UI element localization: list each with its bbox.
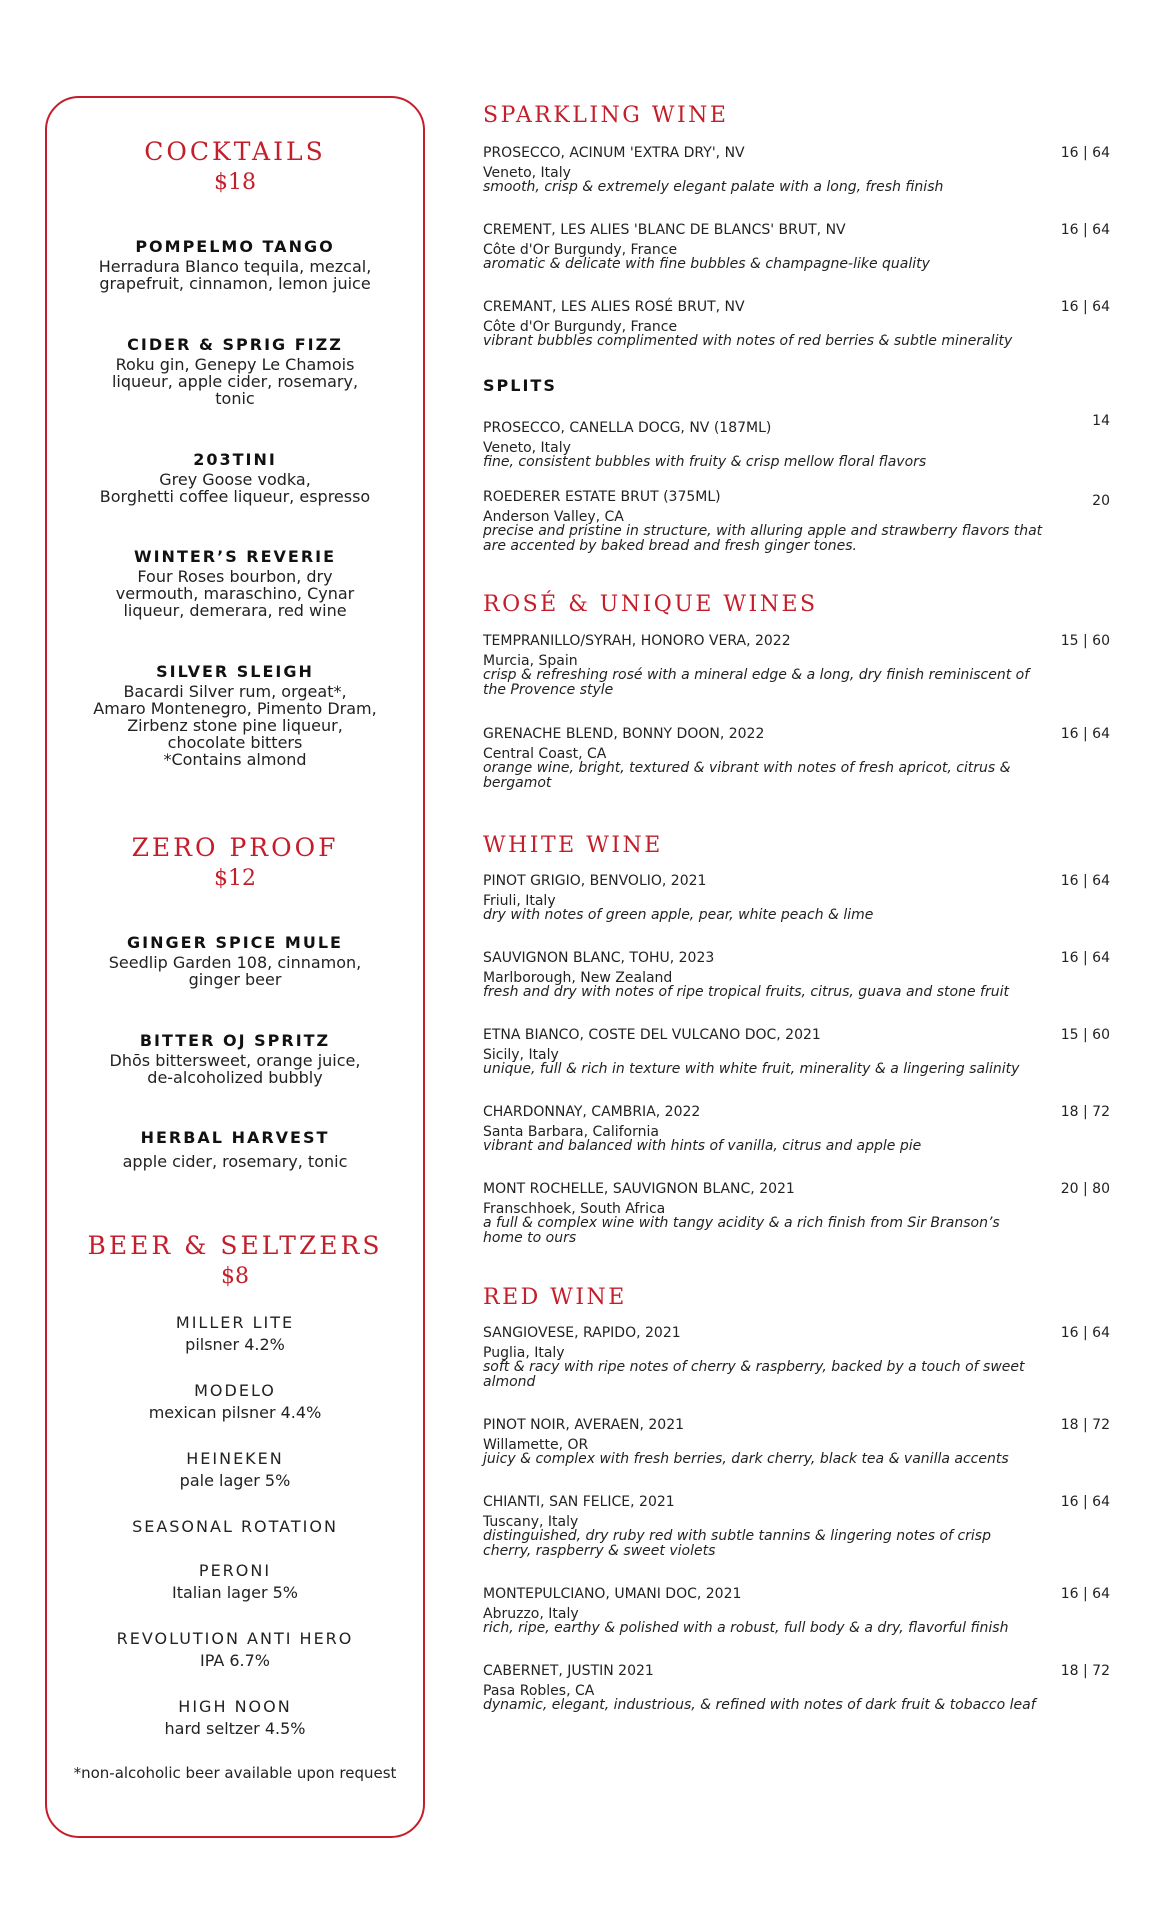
wine-description: vibrant and balanced with hints of vanilla, citrus and apple pie (483, 1138, 922, 1154)
wine-name: MONT ROCHELLE, SAUVIGNON BLANC, 2021 (483, 1181, 795, 1197)
zero-proof-title: ZERO PROOF (131, 833, 339, 862)
cocktail-item (45, 449, 425, 505)
cocktail-item (45, 661, 425, 768)
wine-region: Veneto, Italy (483, 440, 571, 456)
wine-region: Abruzzo, Italy (483, 1606, 579, 1622)
wine-price: 16 | 64 (1060, 873, 1110, 889)
wine-name: PROSECCO, CANELLA DOCG, NV (187ML) (483, 420, 772, 436)
rose-section-title: ROSÉ & UNIQUE WINES (483, 592, 818, 617)
cocktail-item (45, 334, 425, 407)
wine-price: 16 | 64 (1060, 299, 1110, 315)
beer-name: HEINEKEN (186, 1449, 284, 1468)
cocktails-price: $18 (214, 170, 256, 195)
wine-region: Puglia, Italy (483, 1345, 565, 1361)
wine-price: 20 | 80 (1060, 1181, 1110, 1197)
zero-proof-desc: apple cider, rosemary, tonic (122, 1152, 348, 1171)
wine-description: precise and pristine in structure, with alluring apple and strawberry flavors that are accented by baked bread and fresh ginger tones. (483, 523, 1043, 554)
wine-description: crisp & refreshing rosé with a mineral edge & a long, dry finish reminiscent of the Provence style (483, 667, 1030, 698)
cocktail-name: SILVER SLEIGH (156, 662, 314, 681)
wine-price: 18 | 72 (1060, 1104, 1110, 1120)
wine-name: SAUVIGNON BLANC, TOHU, 2023 (483, 950, 715, 966)
zero-proof-desc: Dhōs bittersweet, orange juice, de-alcoholized bubbly (109, 1051, 361, 1087)
wine-description: dry with notes of green apple, pear, white peach & lime (483, 907, 874, 923)
red-section-title: RED WINE (483, 1285, 627, 1310)
wine-description: fine, consistent bubbles with fruity & crisp mellow floral flavors (483, 454, 927, 470)
wine-price: 16 | 64 (1060, 1494, 1110, 1510)
wine-description: soft & racy with ripe notes of cherry & raspberry, backed by a touch of sweet almond (483, 1359, 1025, 1390)
wine-item (483, 1324, 1110, 1390)
beer-item (45, 1560, 425, 1604)
beer-name: HIGH NOON (178, 1697, 292, 1716)
beer-desc: IPA 6.7% (199, 1651, 271, 1670)
zero-proof-name: HERBAL HARVEST (140, 1128, 330, 1147)
wine-item (483, 298, 1110, 349)
wine-price: 16 | 64 (1060, 726, 1110, 742)
wine-item (483, 632, 1110, 698)
cocktail-name: CIDER & SPRIG FIZZ (127, 335, 343, 354)
beer-desc: hard seltzer 4.5% (164, 1719, 306, 1738)
wine-region: Côte d'Or Burgundy, France (483, 242, 678, 258)
wine-price: 16 | 64 (1060, 145, 1110, 161)
wine-description: a full & complex wine with tangy acidity & a rich finish from Sir Branson’s home to ours (483, 1215, 1000, 1246)
wine-item (483, 1416, 1110, 1467)
beer-footnote: *non-alcoholic beer available upon request (73, 1764, 397, 1782)
wine-item (483, 725, 1110, 791)
beer-price: $8 (221, 1264, 249, 1289)
wine-item (483, 1103, 1110, 1154)
cocktail-item (45, 236, 425, 292)
wine-item (483, 1026, 1110, 1077)
beer-item (45, 1448, 425, 1492)
wine-name: TEMPRANILLO/SYRAH, HONORO VERA, 2022 (483, 633, 791, 649)
wine-region: Friuli, Italy (483, 893, 556, 909)
wine-item (483, 144, 1110, 195)
beer-title: BEER & SELTZERS (87, 1231, 383, 1260)
wine-description: juicy & complex with fresh berries, dark cherry, black tea & vanilla accents (483, 1451, 1009, 1467)
wine-region: Santa Barbara, California (483, 1124, 659, 1140)
wine-name: CABERNET, JUSTIN 2021 (483, 1663, 654, 1679)
cocktail-desc: Bacardi Silver rum, orgeat*, Amaro Montenegro, Pimento Dram, Zirbenz stone pine liqueur, chocolate bitters *Contains almond (93, 682, 377, 769)
sparkling-section-title: SPARKLING WINE (483, 103, 729, 128)
wine-region: Pasa Robles, CA (483, 1683, 595, 1699)
wine-name: MONTEPULCIANO, UMANI DOC, 2021 (483, 1586, 742, 1602)
wine-price: 16 | 64 (1060, 222, 1110, 238)
wine-price: 20 (1092, 493, 1110, 509)
cocktail-name: POMPELMO TANGO (135, 237, 335, 256)
wine-item (483, 1662, 1110, 1713)
cocktails-title: COCKTAILS (144, 137, 326, 166)
wine-name: ROEDERER ESTATE BRUT (375ML) (483, 489, 721, 505)
beer-desc: Italian lager 5% (171, 1583, 298, 1602)
cocktail-desc: Grey Goose vodka, Borghetti coffee liqueur, espresso (99, 470, 371, 506)
wine-description: vibrant bubbles complimented with notes of red berries & subtle minerality (483, 333, 1013, 349)
wine-region: Sicily, Italy (483, 1047, 559, 1063)
wine-region: Willamette, OR (483, 1437, 589, 1453)
beer-item (45, 1380, 425, 1424)
beer-desc: pale lager 5% (179, 1471, 291, 1490)
wine-region: Central Coast, CA (483, 746, 607, 762)
wine-description: aromatic & delicate with fine bubbles & champagne-like quality (483, 256, 930, 272)
zero-proof-name: BITTER OJ SPRITZ (139, 1031, 331, 1050)
beer-item (45, 1628, 425, 1672)
wine-price: 16 | 64 (1060, 1586, 1110, 1602)
cocktail-item (45, 546, 425, 619)
wine-description: orange wine, bright, textured & vibrant with notes of fresh apricot, citrus & bergamot (483, 760, 1011, 791)
wine-price: 18 | 72 (1060, 1663, 1110, 1679)
wine-name: CHARDONNAY, CAMBRIA, 2022 (483, 1104, 701, 1120)
wine-price: 15 | 60 (1060, 633, 1110, 649)
wine-name: PROSECCO, ACINUM 'EXTRA DRY', NV (483, 145, 745, 161)
beer-item (45, 1516, 425, 1538)
beer-name: REVOLUTION ANTI HERO (116, 1629, 354, 1648)
wine-description: unique, full & rich in texture with white fruit, minerality & a lingering salinity (483, 1061, 1020, 1077)
wine-region: Marlborough, New Zealand (483, 970, 673, 986)
wine-description: dynamic, elegant, industrious, & refined with notes of dark fruit & tobacco leaf (483, 1697, 1036, 1713)
zero-proof-section-header (45, 832, 425, 894)
wine-name: CHIANTI, SAN FELICE, 2021 (483, 1494, 675, 1510)
beer-item (45, 1696, 425, 1740)
white-section-title: WHITE WINE (483, 833, 663, 858)
cocktail-name: 203TINI (193, 450, 277, 469)
beer-desc: pilsner 4.2% (185, 1335, 285, 1354)
wine-region: Franschhoek, South Africa (483, 1201, 666, 1217)
wine-price: 15 | 60 (1060, 1027, 1110, 1043)
cocktails-section-header (45, 136, 425, 198)
wine-description: rich, ripe, earthy & polished with a robust, full body & a dry, flavorful finish (483, 1620, 1009, 1636)
wine-region: Tuscany, Italy (483, 1514, 579, 1530)
beer-item (45, 1312, 425, 1356)
wine-description: smooth, crisp & extremely elegant palate with a long, fresh finish (483, 179, 944, 195)
wine-price: 18 | 72 (1060, 1417, 1110, 1433)
wine-region: Côte d'Or Burgundy, France (483, 319, 678, 335)
beer-name: PERONI (198, 1561, 272, 1580)
wine-price: 16 | 64 (1060, 1325, 1110, 1341)
cocktail-desc: Roku gin, Genepy Le Chamois liqueur, apple cider, rosemary, tonic (111, 355, 359, 408)
wine-item (483, 872, 1110, 923)
wine-description: distinguished, dry ruby red with subtle tannins & lingering notes of crisp cherry, raspberry & sweet violets (483, 1528, 991, 1559)
wine-price: 14 (1092, 413, 1110, 429)
zero-proof-price: $12 (214, 866, 256, 891)
wine-name: PINOT GRIGIO, BENVOLIO, 2021 (483, 873, 707, 889)
zero-proof-item (45, 932, 425, 988)
wine-name: ETNA BIANCO, COSTE DEL VULCANO DOC, 2021 (483, 1027, 821, 1043)
wine-region: Anderson Valley, CA (483, 509, 624, 525)
wine-item (483, 488, 1110, 554)
splits-subtitle: SPLITS (483, 376, 557, 395)
wine-region: Murcia, Spain (483, 653, 578, 669)
wine-item (483, 413, 1110, 470)
wine-item (483, 1493, 1110, 1559)
wine-name: GRENACHE BLEND, BONNY DOON, 2022 (483, 726, 765, 742)
wine-name: PINOT NOIR, AVERAEN, 2021 (483, 1417, 685, 1433)
wine-name: CREMENT, LES ALIES 'BLANC DE BLANCS' BRUT, NV (483, 222, 846, 238)
zero-proof-name: GINGER SPICE MULE (127, 933, 343, 952)
wine-name: SANGIOVESE, RAPIDO, 2021 (483, 1325, 681, 1341)
wine-item (483, 949, 1110, 1000)
beer-section-header (45, 1230, 425, 1292)
wine-region: Veneto, Italy (483, 165, 571, 181)
beer-name: SEASONAL ROTATION (132, 1517, 338, 1536)
cocktail-desc: Four Roses bourbon, dry vermouth, maraschino, Cynar liqueur, demerara, red wine (115, 567, 355, 620)
wine-price: 16 | 64 (1060, 950, 1110, 966)
zero-proof-item (45, 1030, 425, 1086)
wine-item (483, 1585, 1110, 1636)
wine-name: CREMANT, LES ALIES ROSÉ BRUT, NV (483, 299, 745, 315)
cocktail-name: WINTER’S REVERIE (133, 547, 337, 566)
beer-desc: mexican pilsner 4.4% (148, 1403, 322, 1422)
wine-item (483, 221, 1110, 272)
wine-item (483, 1180, 1110, 1246)
beer-name: MODELO (194, 1381, 276, 1400)
zero-proof-item (45, 1127, 425, 1170)
beer-name: MILLER LITE (175, 1313, 295, 1332)
wine-description: fresh and dry with notes of ripe tropical fruits, citrus, guava and stone fruit (483, 984, 1009, 1000)
zero-proof-desc: Seedlip Garden 108, cinnamon, ginger beer (108, 953, 362, 989)
cocktail-desc: Herradura Blanco tequila, mezcal, grapefruit, cinnamon, lemon juice (98, 257, 372, 293)
